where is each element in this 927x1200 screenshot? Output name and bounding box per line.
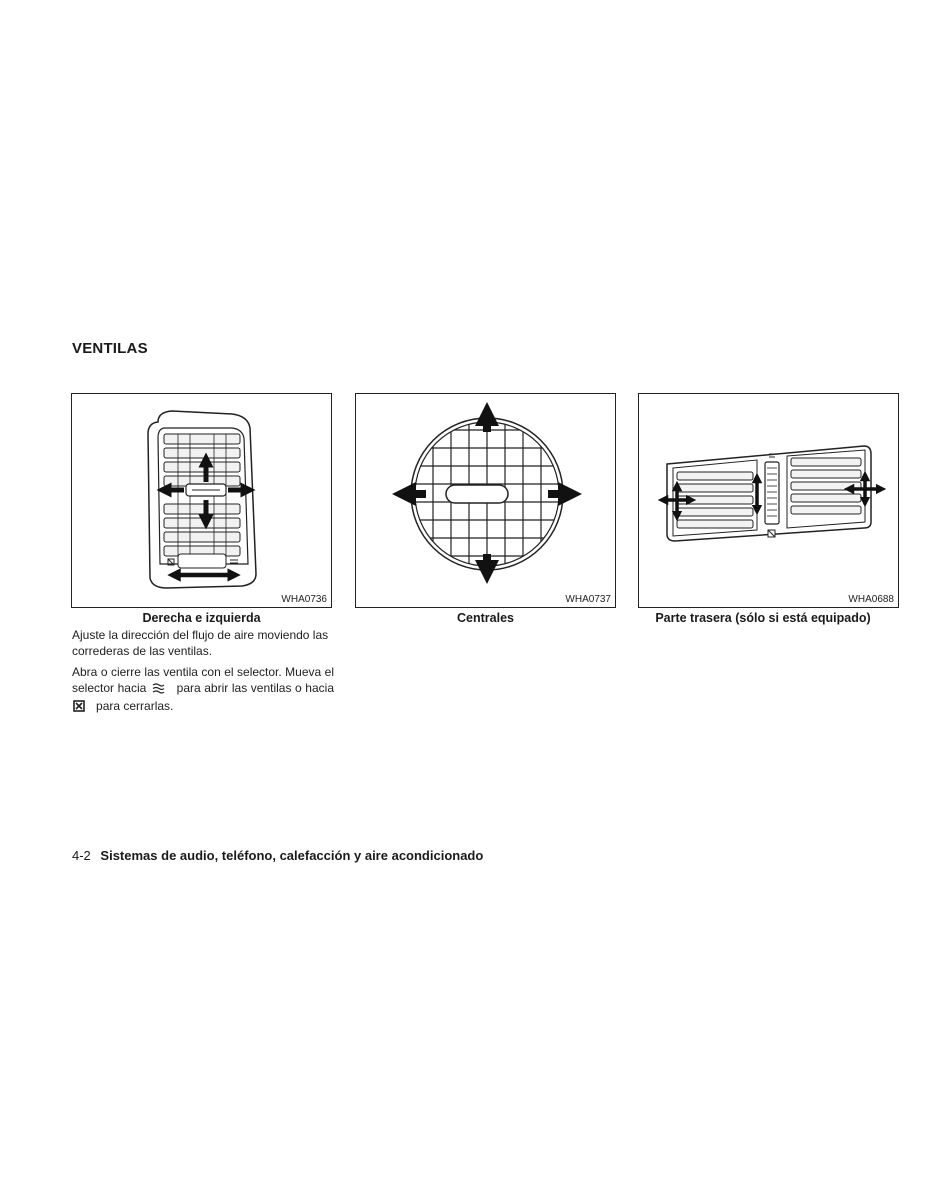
paragraph-selector-part1: Abra o cierre las ventila con el selector. Mueva el selector hacia bbox=[72, 665, 334, 695]
caption-rear-vent: Parte trasera (sólo si está equipado) bbox=[655, 611, 871, 625]
section-title: VENTILAS bbox=[72, 340, 148, 357]
figure-rear-vent bbox=[638, 393, 899, 608]
caption-center-vent: Centrales bbox=[457, 611, 514, 625]
center-vent-illustration bbox=[356, 394, 617, 609]
figure-code: WHA0688 bbox=[848, 594, 894, 605]
paragraph-selector-part3: para cerrarlas. bbox=[96, 699, 174, 713]
figure-code: WHA0736 bbox=[281, 594, 327, 605]
figure-center-vent bbox=[355, 393, 616, 608]
paragraph-adjust: Ajuste la dirección del flujo de aire moviendo las correderas de las ventilas. bbox=[72, 628, 329, 658]
vent-close-icon bbox=[73, 700, 85, 716]
paragraph-selector-part2: para abrir las ventilas o hacia bbox=[176, 681, 334, 695]
caption-side-vent: Derecha e izquierda bbox=[142, 611, 261, 625]
page-footer bbox=[72, 848, 483, 863]
rear-vent-illustration bbox=[639, 394, 900, 609]
side-vent-illustration bbox=[72, 394, 333, 609]
paragraph-selector bbox=[72, 664, 334, 716]
figure-side-vent bbox=[71, 393, 332, 608]
figure-code: WHA0737 bbox=[565, 594, 611, 605]
vent-open-icon bbox=[151, 682, 165, 698]
page-number: 4-2 bbox=[72, 848, 91, 863]
chapter-title: Sistemas de audio, teléfono, calefacción y aire acondicionado bbox=[100, 848, 484, 863]
